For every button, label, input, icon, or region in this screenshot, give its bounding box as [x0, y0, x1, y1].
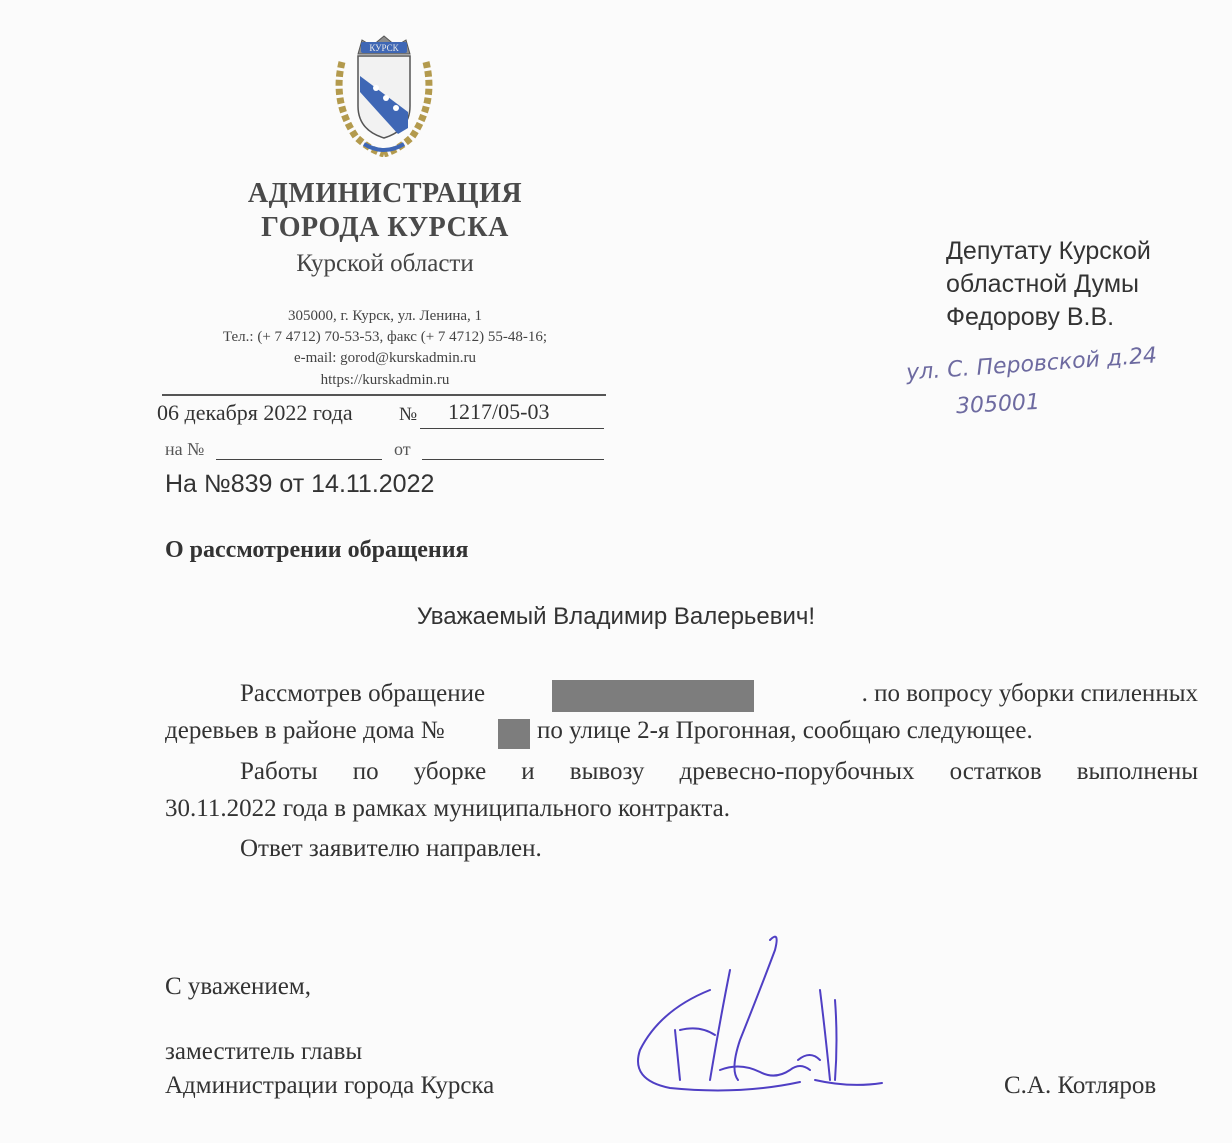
- reply-to-blank: [216, 459, 382, 460]
- org-address: 305000, г. Курск, ул. Ленина, 1: [287, 308, 483, 324]
- org-region: Курской области: [296, 250, 474, 277]
- signer-title-line2: Администрации города Курска: [165, 1072, 495, 1099]
- org-email: e-mail: gorod@kurskadmin.ru: [293, 350, 477, 366]
- from-blank: [422, 459, 604, 460]
- coat-banner-text: КУРСК: [369, 43, 399, 53]
- header-divider: [162, 394, 606, 396]
- paragraph1-line2: деревьев в районе дома №: [165, 717, 445, 744]
- from-label: от: [394, 439, 411, 459]
- org-name-line1: АДМИНИСТРАЦИЯ: [247, 178, 523, 209]
- recipient-line3: Федорову В.В.: [946, 303, 1115, 331]
- closing: С уважением,: [165, 973, 311, 1000]
- paragraph1-line2-end: по улице 2-я Прогонная, сообщаю следующее.: [537, 717, 1033, 744]
- signer-title-line1: заместитель главы: [165, 1038, 363, 1065]
- paragraph1-start: Рассмотрев обращение: [240, 680, 486, 707]
- letter-greeting: Уважаемый Владимир Валерьевич!: [416, 603, 816, 630]
- letter-date: 06 декабря 2022 года: [157, 400, 353, 425]
- paragraph1-continued: . по вопросу уборки спиленных: [861, 680, 1198, 707]
- org-website: https://kurskadmin.ru: [320, 372, 450, 388]
- number-underline: [420, 428, 604, 429]
- letter-subject: О рассмотрении обращения: [165, 537, 469, 563]
- org-name-line2: ГОРОДА КУРСКА: [261, 212, 509, 243]
- letter-number: 1217/05-03: [448, 399, 550, 424]
- handwritten-signature: [620, 930, 890, 1110]
- reply-to-label: на №: [165, 439, 205, 459]
- paragraph3: Ответ заявителю направлен.: [240, 835, 542, 862]
- redacted-house-number: [498, 719, 530, 749]
- handwritten-address: ул. С. Перовской д.24: [905, 343, 1158, 386]
- paragraph2-line1: Работы по уборке и вывозу древесно-порубочных остатков выполнены: [240, 758, 1198, 785]
- signer-name: С.А. Котляров: [1004, 1072, 1157, 1099]
- org-phone: Тел.: (+ 7 4712) 70-53-53, факс (+ 7 4712) 55-48-16;: [222, 329, 548, 345]
- coat-of-arms: [328, 32, 440, 157]
- redacted-name: [552, 680, 754, 712]
- reference-number: На №839 от 14.11.2022: [165, 470, 435, 498]
- number-label: №: [399, 404, 418, 425]
- paragraph2-line2: 30.11.2022 года в рамках муниципального контракта.: [165, 795, 731, 822]
- handwritten-postcode: 305001: [955, 389, 1041, 420]
- recipient-line1: Депутату Курской: [946, 237, 1151, 265]
- recipient-line2: областной Думы: [946, 270, 1140, 298]
